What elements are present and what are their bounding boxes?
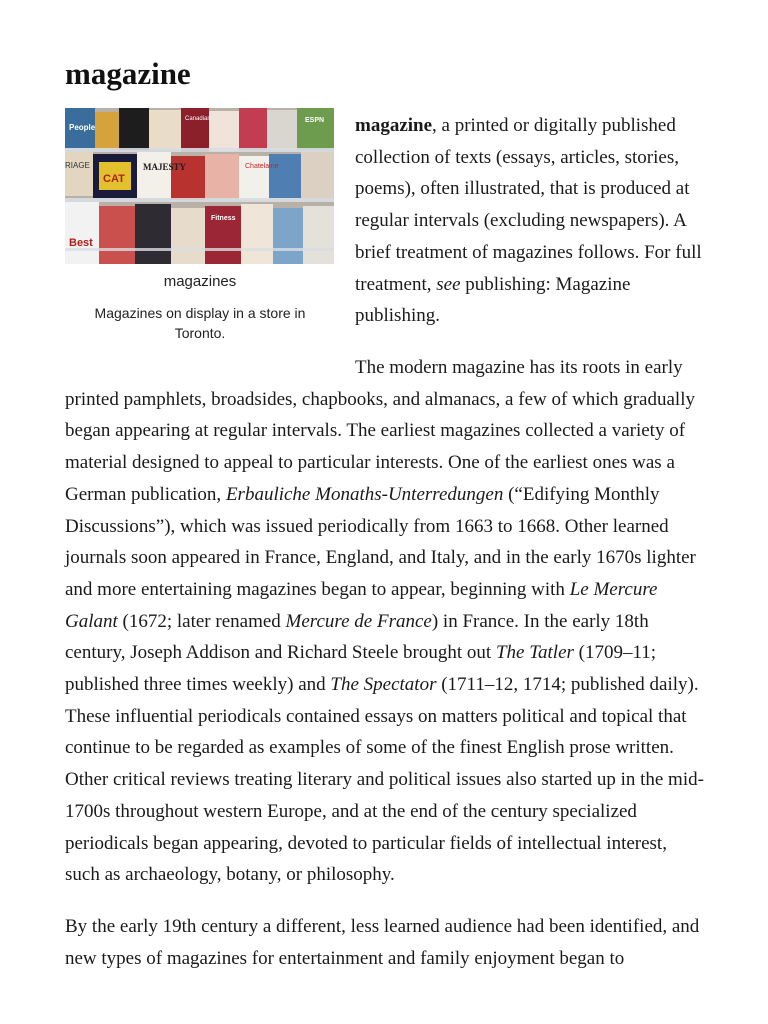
text-run: The modern magazine has its roots in early printed pamphlets, broadsides, chapbooks, and almanacs, a few of which gradually began appearing at regular intervals. The earliest magazines collected a variety of material designed to appeal to particular interests. One of the earliest ones was a German publication,	[65, 357, 695, 505]
cover-text: ESPN	[305, 117, 325, 124]
cover-text: Best	[69, 237, 93, 249]
italic-title: Erbauliche Monaths-Unterredungen	[225, 483, 504, 505]
lead-text: , a printed or digitally published collection of texts (essays, articles, stories, poems), often illustrated, that is produced at regular intervals (excluding newspapers). A brief treatment of magazines follows. For full treatment,	[355, 115, 702, 295]
cover-text: People	[69, 123, 96, 132]
italic-title: Mercure de France	[285, 610, 432, 632]
magazines-photo[interactable]	[65, 108, 334, 264]
text-run: (1709–11; published three times weekly) and	[65, 642, 657, 696]
figure-caption: Magazines on display in a store in Toronto.	[94, 305, 306, 341]
text-run: (“Edifying Monthly Discussions”), which was issued periodically from 1663 to 1668. Other learned journals soon appeared in France, England, and Italy, and in the early 1670s lighter and more entertaining magazines began to appear, beginning with	[65, 483, 696, 600]
cover-text: MAJESTY	[143, 162, 187, 172]
italic-title: The Spectator	[330, 674, 437, 696]
text-run: (1672; later renamed	[117, 610, 286, 632]
paragraph: By the early 19th century a different, less learned audience had been identified, and new types of magazines for entertainment and family enjoyment began to	[65, 915, 700, 969]
italic-title: The Tatler	[495, 642, 574, 664]
article-title: magazine	[65, 56, 191, 91]
lead-term: magazine	[355, 115, 433, 136]
cover-text: Canadian	[185, 116, 211, 122]
lead-paragraph	[355, 110, 705, 332]
see-reference: see	[436, 273, 461, 295]
figure	[65, 108, 335, 343]
cover-text: CAT	[103, 173, 125, 185]
text-run: ) in France. In the early 18th century, Joseph Addison and Richard Steele brought out	[65, 610, 649, 664]
text-run: (1711–12, 1714; published daily). These influential periodicals contained essays on matters political and topical that continue to be regarded as examples of some of the finest English prose written. Other critical reviews treating literary and political issues also started up in the mid-1700s throughout western Europe, and at the end of the century specialized periodicals began appearing, devoted to particular fields of intellectual interest, such as archaeology, botany, or philosophy.	[65, 674, 704, 886]
figure-title: magazines	[163, 273, 237, 290]
italic-title: Le Mercure Galant	[65, 578, 658, 632]
cover-text: Fitness	[211, 215, 236, 222]
cover-text: Chatelaine	[245, 163, 279, 170]
article-body	[65, 352, 705, 974]
cover-text: RIAGE	[65, 161, 90, 170]
paragraph	[65, 352, 705, 891]
publishing-link[interactable]: publishing: Magazine publishing.	[355, 273, 631, 327]
